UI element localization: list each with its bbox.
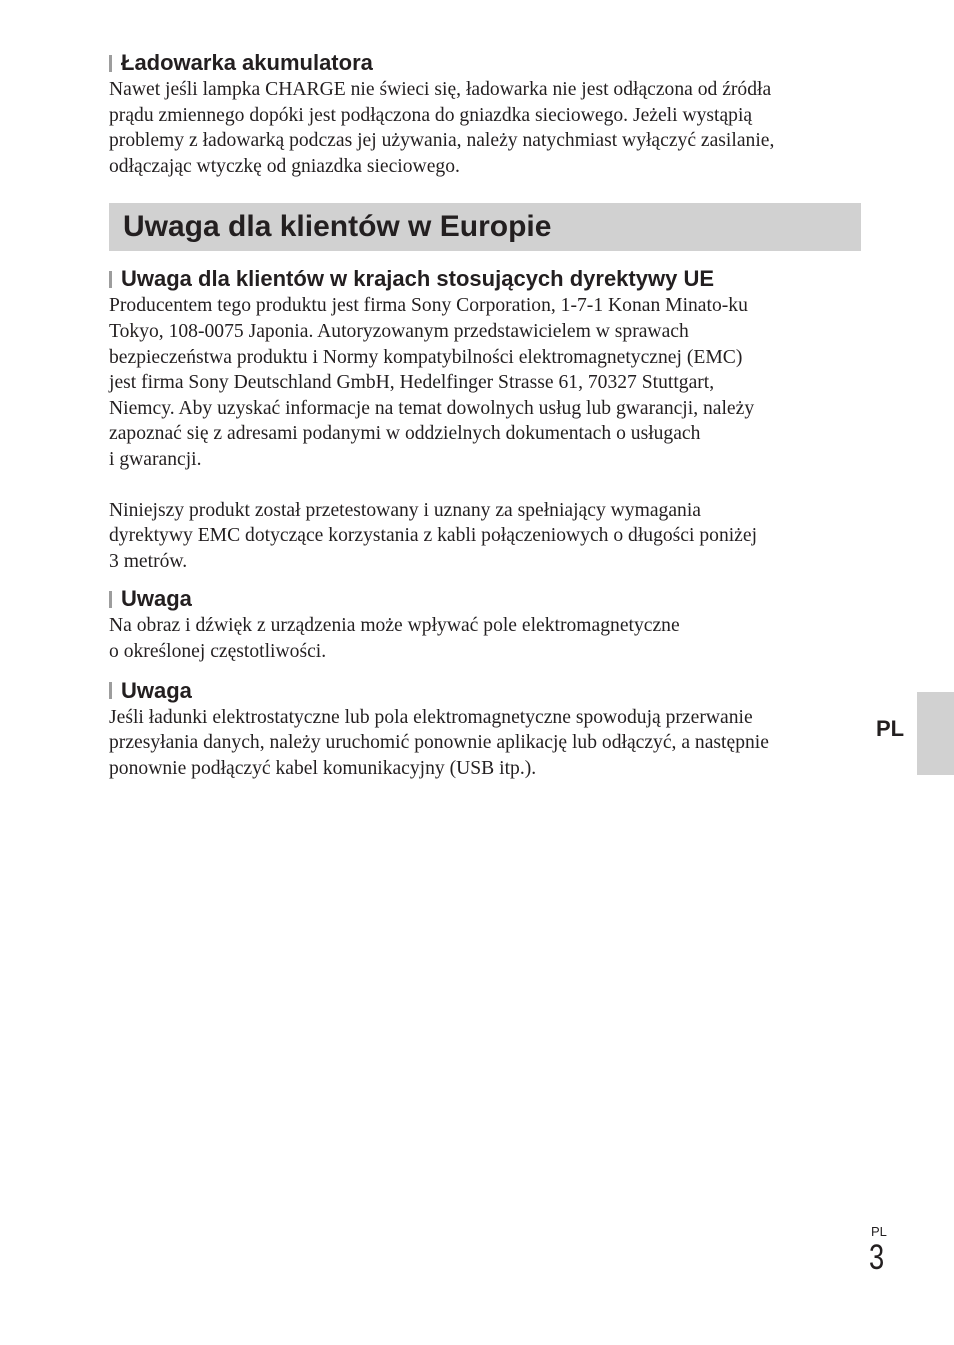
text-line: i gwarancji. [109,448,202,470]
language-side-tab [917,692,954,775]
page-number: 3 [869,1238,885,1277]
emc-paragraph [109,498,861,575]
text-line: Nawet jeśli lampka CHARGE nie świeci się, ładowarka nie jest odłączona od źródła [109,79,772,100]
charger-heading-text: Ładowarka akumulatora [121,50,373,75]
section-title-band [109,203,861,251]
note2-heading-text: Uwaga [121,677,192,703]
text-line: zapoznać się z adresami podanymi w oddzielnych dokumentach o usługach [109,423,701,445]
note2-paragraph [109,705,861,782]
heading-bar-icon [109,591,112,608]
text-line: problemy z ładowarką podczas jej używania, należy natychmiast wyłączyć zasilanie, [109,130,775,152]
page-language-label: PL [871,1224,887,1239]
text-line: Jeśli ładunki elektrostatyczne lub pola elektromagnetyczne spowodują przerwanie [109,706,753,728]
page-content [109,49,861,781]
text-line: dyrektywy EMC dotyczące korzystania z kabli połączeniowych o długości poniżej [109,525,758,547]
text-line: odłączając wtyczkę od gniazdka sieciowego. [109,155,460,177]
note1-paragraph [109,613,861,664]
eu-paragraph [109,293,861,472]
heading-bar-icon [109,55,112,72]
note2-heading [109,677,861,705]
text-line: Niemcy. Aby uzyskać informacje na temat dowolnych usług lub gwarancji, należy [109,397,755,419]
charger-heading [109,49,861,77]
section-title: Uwaga dla klientów w Europie [123,210,552,244]
charger-paragraph [109,77,861,179]
eu-heading-text: Uwaga dla klientów w krajach stosujących dyrektywy UE [121,266,715,292]
eu-heading [109,265,861,293]
text-line: jest firma Sony Deutschland GmbH, Hedelfinger Strasse 61, 70327 Stuttgart, [109,372,715,394]
language-tab-label: PL [876,716,905,741]
text-line: przesyłania danych, należy uruchomić ponownie aplikację lub odłączyć, a następnie [109,732,769,754]
text-line: Niniejszy produkt został przetestowany i uznany za spełniający wymagania [109,499,701,521]
heading-bar-icon [109,271,112,288]
text-line: Na obraz i dźwięk z urządzenia może wpływać pole elektromagnetyczne [109,615,680,637]
text-line: bezpieczeństwa produktu i Normy kompatybilności elektromagnetycznej (EMC) [109,346,743,368]
note1-heading [109,585,861,613]
text-line: 3 metrów. [109,550,188,572]
text-line: Producentem tego produktu jest firma Sony Corporation, 1-7-1 Konan Minato-ku [109,295,748,317]
text-line: Tokyo, 108-0075 Japonia. Autoryzowanym przedstawicielem w sprawach [109,320,689,342]
text-line: o określonej częstotliwości. [109,640,327,662]
heading-bar-icon [109,682,112,699]
text-line: ponownie podłączyć kabel komunikacyjny (USB itp.). [109,757,537,779]
text-line: prądu zmiennego dopóki jest podłączona do gniazdka sieciowego. Jeżeli wystąpią [109,104,753,126]
note1-heading-text: Uwaga [121,586,192,612]
